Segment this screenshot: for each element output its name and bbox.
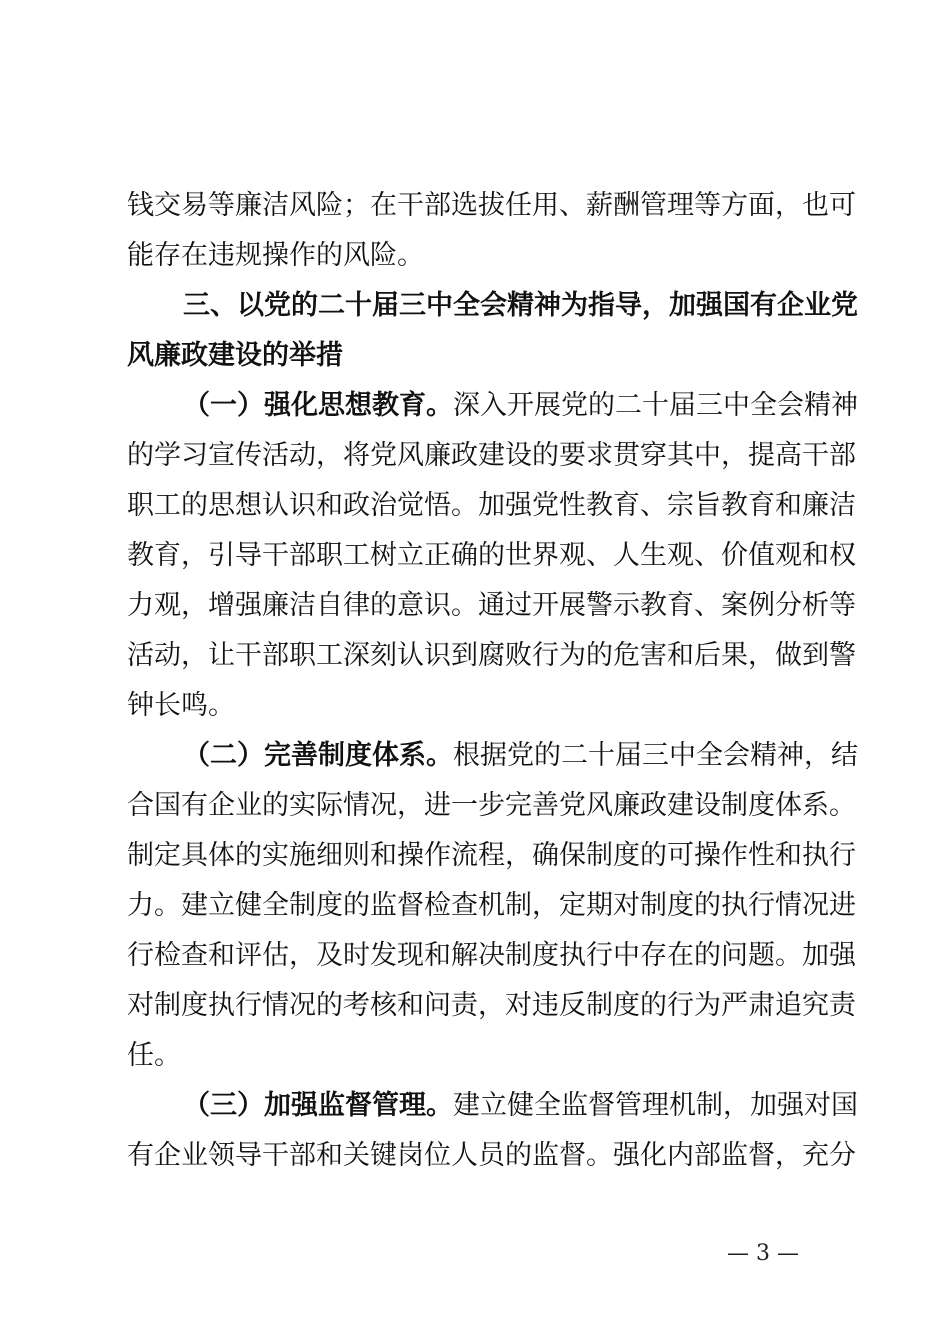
subsection-heading: （三）加强监督管理。 <box>183 1090 453 1121</box>
body-line: 钱交易等廉洁风险；在干部选拔任用、薪酬管理等方面，也可 <box>127 190 856 221</box>
subsection-first-line <box>183 740 858 772</box>
body-line: 力。建立健全制度的监督检查机制，定期对制度的执行情况进 <box>127 890 856 921</box>
body-line: 任。 <box>127 1040 181 1071</box>
body-text: 深入开展党的二十届三中全会精神 <box>453 390 858 421</box>
body-line: 对制度执行情况的考核和问责，对违反制度的行为严肃追究责 <box>127 990 856 1021</box>
subsection-first-line <box>183 390 858 422</box>
body-line: 的学习宣传活动，将党风廉政建设的要求贯穿其中，提高干部 <box>127 440 856 471</box>
body-line: 钟长鸣。 <box>127 690 235 721</box>
body-line: 力观，增强廉洁自律的意识。通过开展警示教育、案例分析等 <box>127 590 856 621</box>
subsection-first-line <box>183 1090 858 1122</box>
body-line: 行检查和评估，及时发现和解决制度执行中存在的问题。加强 <box>127 940 856 971</box>
subsection-heading: （二）完善制度体系。 <box>183 740 453 771</box>
body-text: 根据党的二十届三中全会精神，结 <box>453 740 858 771</box>
body-line: 活动，让干部职工深刻认识到腐败行为的危害和后果，做到警 <box>127 640 856 671</box>
body-line: 合国有企业的实际情况，进一步完善党风廉政建设制度体系。 <box>127 790 856 821</box>
body-line: 有企业领导干部和关键岗位人员的监督。强化内部监督，充分 <box>127 1140 856 1171</box>
section-heading: 三、以党的二十届三中全会精神为指导，加强国有企业党 <box>183 290 858 321</box>
body-line: 教育，引导干部职工树立正确的世界观、人生观、价值观和权 <box>127 540 856 571</box>
subsection-heading: （一）强化思想教育。 <box>183 390 453 421</box>
body-line: 制定具体的实施细则和操作流程，确保制度的可操作性和执行 <box>127 840 856 871</box>
body-line: 职工的思想认识和政治觉悟。加强党性教育、宗旨教育和廉洁 <box>127 490 856 521</box>
body-line: 能存在违规操作的风险。 <box>127 240 424 271</box>
section-heading: 风廉政建设的举措 <box>127 340 343 371</box>
body-text: 建立健全监督管理机制，加强对国 <box>453 1090 858 1121</box>
page-number: — 3 — <box>727 1241 799 1266</box>
